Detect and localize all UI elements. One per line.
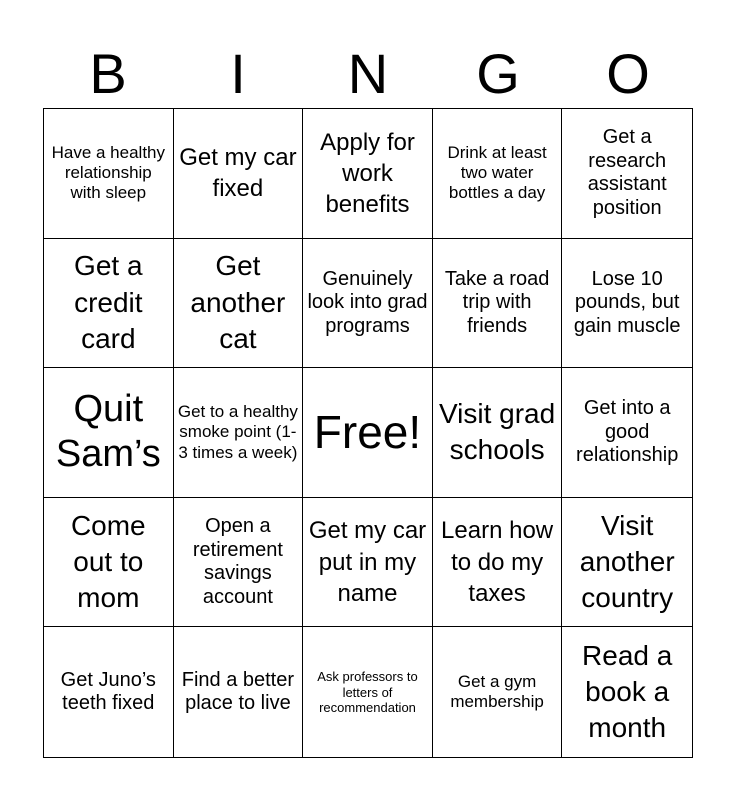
cell-text: Get my car put in my name [308,517,427,607]
bingo-cell[interactable] [433,109,563,239]
cell-text: Come out to mom [70,509,146,614]
bingo-cell[interactable] [562,239,692,369]
cell-text: Visit grad schools [438,398,556,466]
bingo-cell[interactable] [433,627,563,757]
bingo-cell[interactable] [562,627,692,757]
cell-text: Get into a good relationship [576,397,679,467]
cell-text: Find a better place to live [181,668,295,715]
cell-text: Quit Sam’s [55,387,161,476]
cell-text: Drink at least two water bottles a day [447,143,547,203]
cell-text: Visit another country [579,509,675,614]
bingo-cell[interactable] [303,627,433,757]
cell-text: Ask professors to letters of recommendation [317,669,418,715]
cell-text: Open a retirement savings account [192,514,283,608]
cell-text: Apply for work benefits [320,128,415,218]
bingo-cell[interactable] [44,239,174,369]
cell-text: Learn how to do my taxes [441,517,554,607]
bingo-cell[interactable] [303,239,433,369]
free-space-cell[interactable] [303,368,433,498]
header-letter-b: B [89,42,127,105]
cell-text: Get another cat [190,250,286,355]
header-letter-o: O [606,42,650,105]
bingo-cell[interactable] [44,498,174,628]
cell-text: Get a research assistant position [587,126,667,219]
bingo-cell[interactable] [174,498,304,628]
cell-text: Get Juno’s teeth fixed [60,668,156,715]
bingo-board [43,108,693,758]
bingo-cell[interactable] [562,109,692,239]
bingo-cell[interactable] [303,498,433,628]
cell-text: Genuinely look into grad programs [307,267,428,337]
header-letter-g: G [476,42,520,105]
bingo-cell[interactable] [44,627,174,757]
bingo-cell[interactable] [174,109,304,239]
header-letter-i: I [230,42,246,105]
bingo-cell[interactable] [44,368,174,498]
bingo-cell[interactable] [562,498,692,628]
bingo-header [43,40,693,108]
bingo-cell[interactable] [433,239,563,369]
bingo-cell[interactable] [174,627,304,757]
cell-text: Get my car fixed [179,144,297,203]
bingo-cell[interactable] [44,109,174,239]
bingo-cell[interactable] [562,368,692,498]
cell-text: Get a credit card [74,250,143,355]
free-space-text: Free! [313,406,422,459]
cell-text: Have a healthy relationship with sleep [51,143,165,203]
cell-text: Take a road trip with friends [444,267,550,337]
bingo-cell[interactable] [303,109,433,239]
bingo-cell[interactable] [174,368,304,498]
cell-text: Lose 10 pounds, but gain muscle [573,267,681,337]
bingo-cell[interactable] [433,498,563,628]
cell-text: Get a gym membership [450,672,544,712]
cell-text: Get to a healthy smoke point (1-3 times a week) [177,402,298,462]
bingo-cell[interactable] [174,239,304,369]
cell-text: Read a book a month [582,639,673,744]
bingo-cell[interactable] [433,368,563,498]
header-letter-n: N [347,42,389,105]
